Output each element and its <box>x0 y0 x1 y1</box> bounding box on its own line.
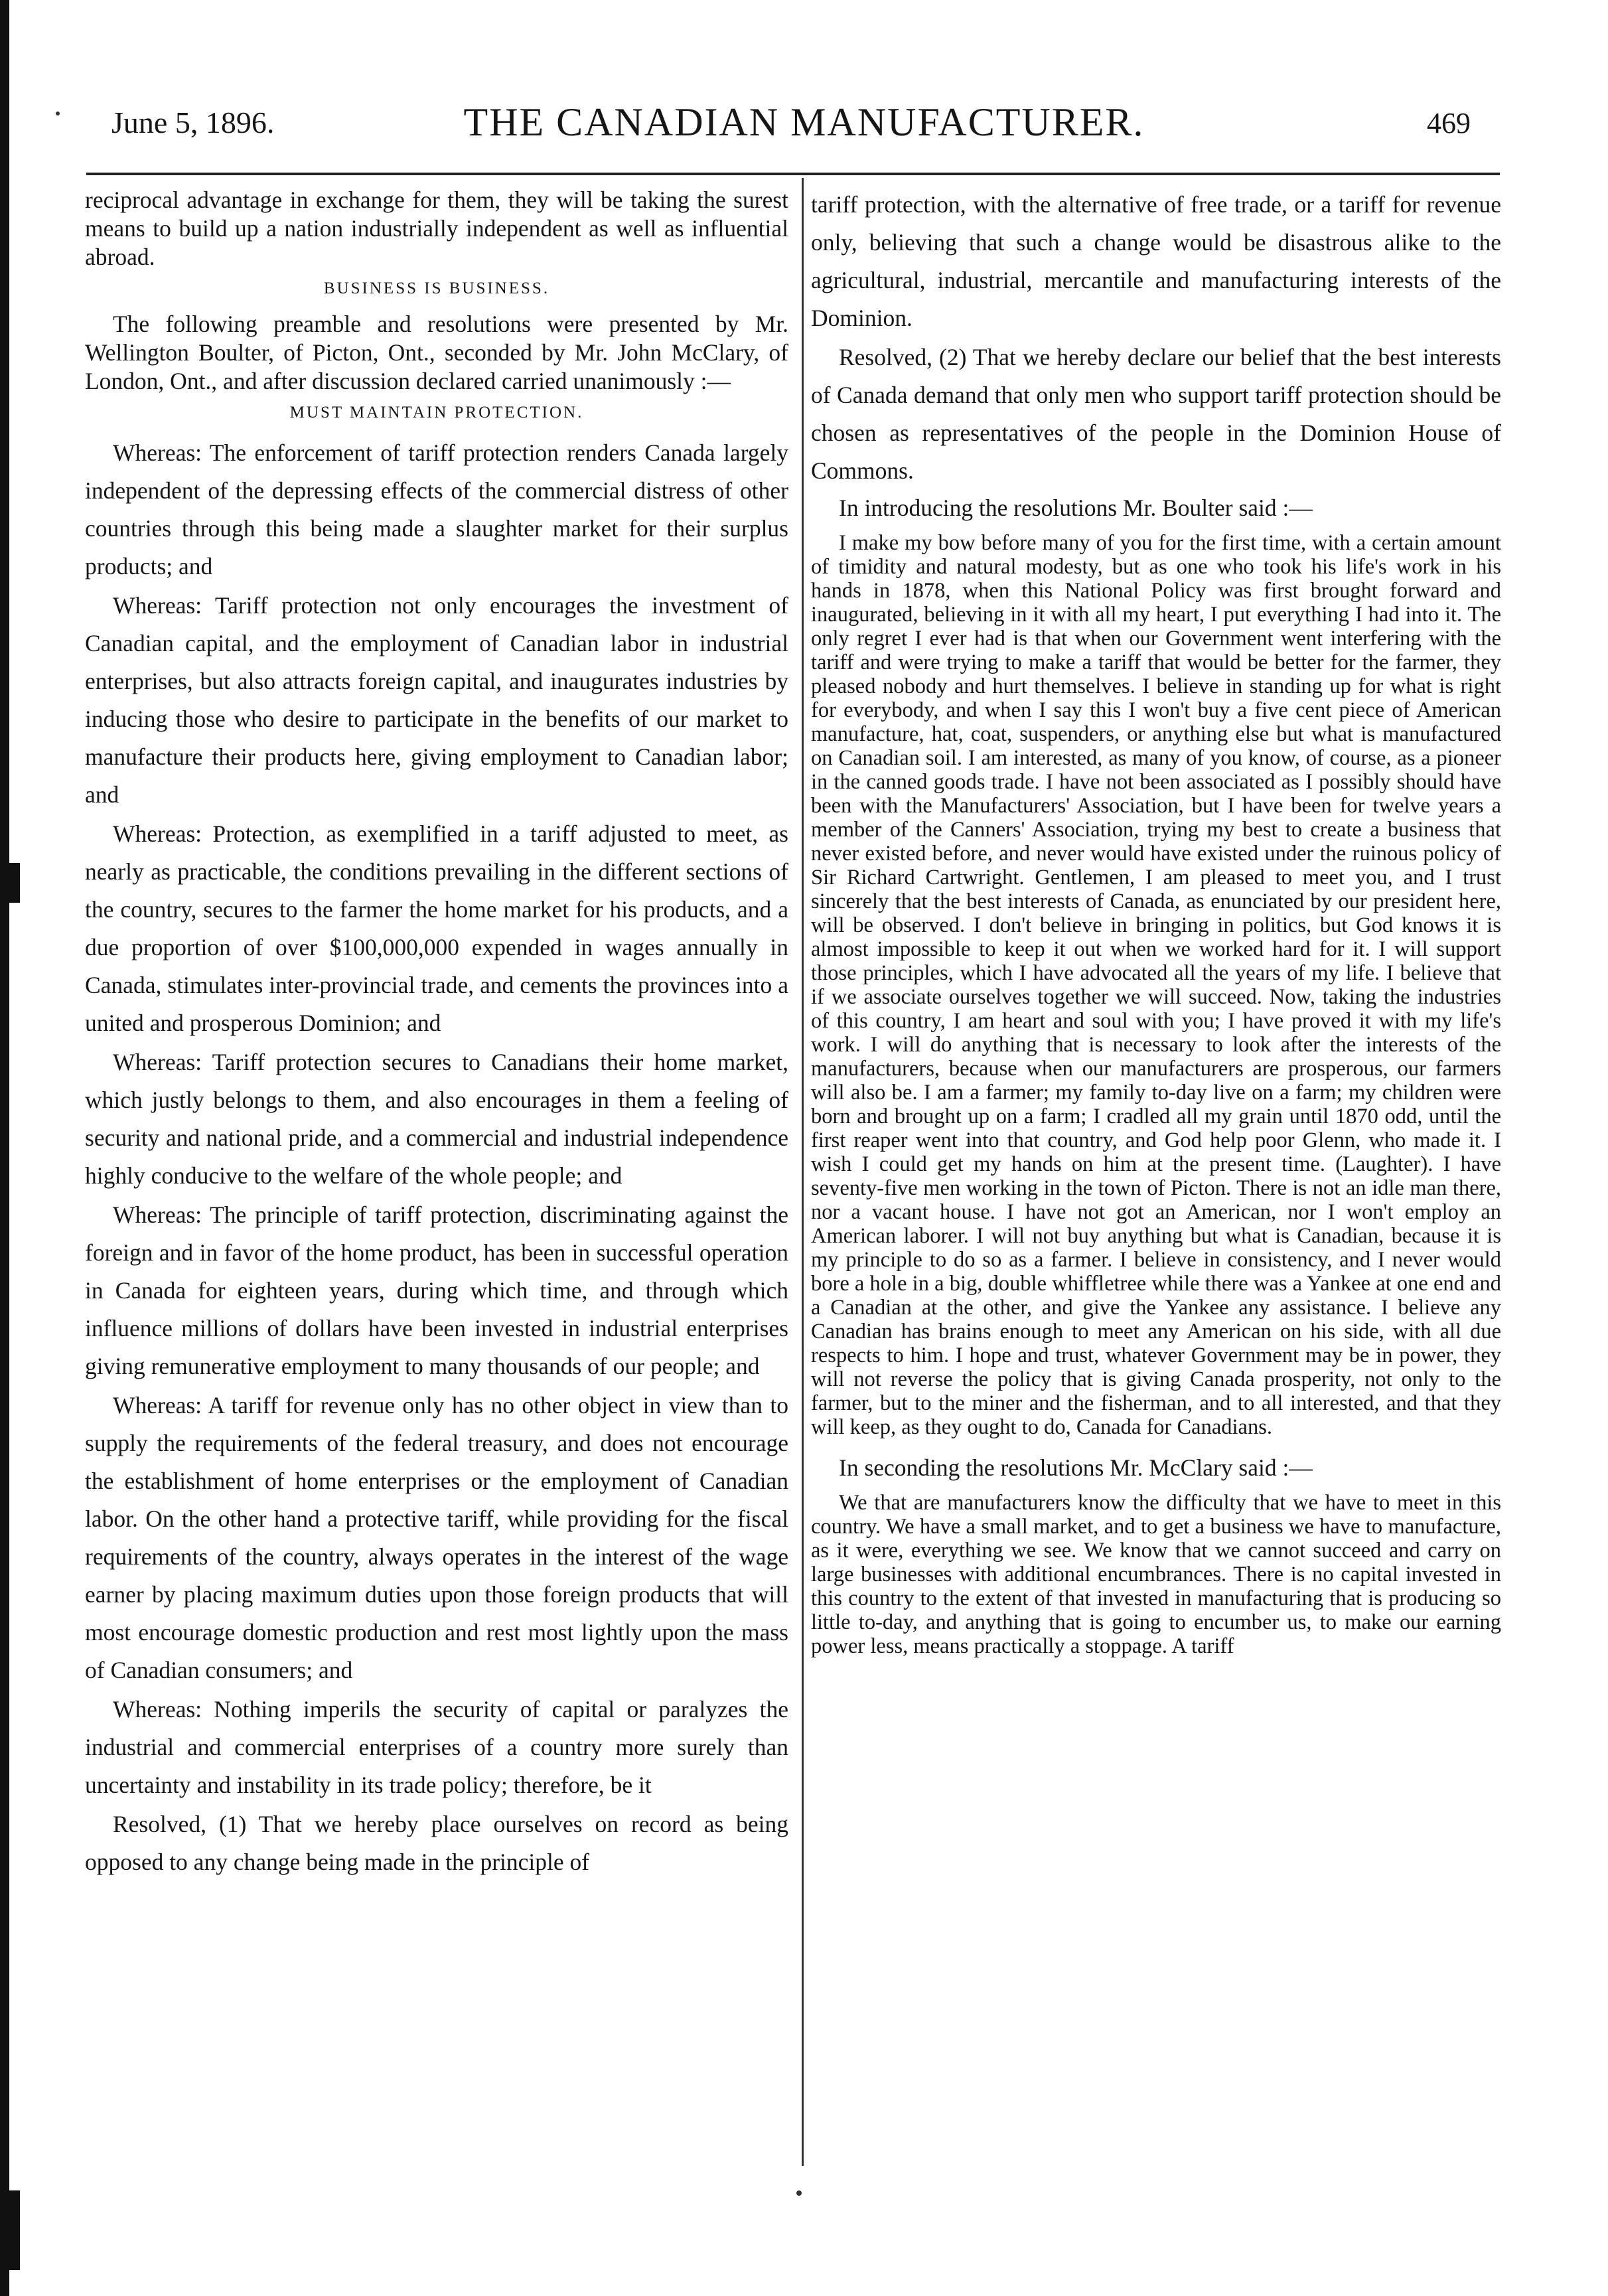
whereas-paragraph: Whereas: Protection, as exemplified in a tariff adjusted to meet, as nearly as practicable, the conditions prevailing in the different sections of the country, secures to the farmer the home market for his products, and a due proportion of over $100,000,000 expended in wages annually in Canada, stimulates inter-provincial trade, and cements the provinces into a united and prosperous Dominion; and <box>85 820 788 1036</box>
whereas-paragraph: Whereas: A tariff for revenue only has no other object in view than to supply the requirements of the federal treasury, and does not encourage the establishment of home enterprises or the employment of Canadian labor. On the other hand a protective tariff, while providing for the fiscal requirements of the country, always operates in the interest of the wage earner by placing maximum duties upon those foreign products that will most encourage domestic production and rest most lightly upon the mass of Canadian consumers; and <box>85 1392 788 1683</box>
speech-intro: In seconding the resolutions Mr. McClary said :— <box>839 1454 1313 1481</box>
whereas-paragraph: Whereas: Nothing imperils the security of capital or paralyzes the industrial and commercial enterprises of a country more surely than uncertainty and instability in its trade policy; therefore, be it <box>85 1696 788 1798</box>
section-heading: BUSINESS IS BUSINESS. <box>323 279 550 297</box>
speech-mcclary: We that are manufacturers know the difficulty that we have to meet in this country. We have a small market, and to get a business we have to manufacture, as it were, everything we see. We know that we cannot succeed and carry on large businesses with additional encumbrances. There is no capital invested in this country to the extent of that invested in manufacturing that is producing so little to-day, and anything that is going to encumber us, to make our earning power less, means practically a stoppage. A tariff <box>811 1491 1501 1658</box>
binding-notch <box>0 863 20 903</box>
whereas-paragraph: Whereas: The enforcement of tariff protection renders Canada largely independent of the depressing effects of the commercial distress of other countries through this being made a slaughter market for their surplus products; and <box>85 439 788 579</box>
binding-notch <box>0 2190 20 2270</box>
continued-paragraph: reciprocal advantage in exchange for them, they will be taking the surest means to build up a nation industrially independent as well as influential abroad. <box>85 187 788 270</box>
whereas-paragraph: Whereas: Tariff protection secures to Canadians their home market, which justly belongs to them, and also encourages in them a feeling of security and national pride, and a commercial and industrial independence highly conducive to the welfare of the whole people; and <box>85 1049 788 1189</box>
header-rule <box>86 173 1500 175</box>
left-column <box>85 186 788 2171</box>
page-binding-edge <box>0 0 9 2296</box>
continued-paragraph: tariff protection, with the alternative of free trade, or a tariff for revenue only, believing that such a change would be disastrous alike to the agricultural, industrial, mercantile and manufacturing interests of the Dominion. <box>811 191 1501 331</box>
footer-speck <box>796 2190 802 2196</box>
resolved-paragraph: Resolved, (2) That we hereby declare our belief that the best interests of Canada demand that only men who support tariff protection should be chosen as representatives of the people in the Dominion House of Commons. <box>811 344 1501 484</box>
issue-date: June 5, 1896. <box>111 106 275 139</box>
speech-boulter: I make my bow before many of you for the first time, with a certain amount of timidity and natural modesty, but as one who took his life's work in his hands in 1878, when this National Policy was first brought forward and inaugurated, believing in it with all my heart, I put everything I had into it. The only regret I ever had is that when our Government went interfering with the tariff and were trying to make a tariff that would be better for the farmer, they pleased nobody and hurt themselves. I believe in standing up for what is right for everybody, and when I say this I won't buy a five cent piece of American manufacture, hat, coat, suspenders, or anything else but what is manufactured on Canadian soil. I am interested, as many of you know, of course, as a pioneer in the canned goods trade. I have not been associated as I possibly should have been with the Manufacturers' Association, but I have been for twelve years a member of the Canners' Association, trying my best to create a business that never existed before, and never would have existed under the ruinous policy of Sir Richard Cartwright. Gentlemen, I am pleased to meet you, and I trust sincerely that the best interests of Canada, as enunciated by our president here, will be observed. I don't believe in bringing in politics, but God knows it is almost impossible to keep it out when we worked hard for it. I will support those principles, which I have advocated all the years of my life. I believe that if we associate ourselves together we will succeed. Now, taking the industries of this country, I am heart and soul with you; I have proved it with my life's work. I will do anything that is necessary to look after the interests of the manufacturers, because when our manufacturers are prosperous, our farmers will also be. I am a farmer; my family to-day live on a farm; my children were born and brought up on a farm; I cradled all my grain until 1870 odd, until the first reaper went into that country, and God help poor Glenn, who made it. I wish I could get my hands on him at the present time. (Laughter). I have seventy-five men working in the town of Picton. There is not an idle man there, nor a vacant house. I have not got an American, nor I won't employ an American laborer. I will not buy anything but what is Canadian, because it is my principle to do so as a farmer. I believe in consistency, and I never would bore a hole in a big, double whiffletree while there was a Yankee at one end and a Canadian at the other, and give the Yankee any assistance. I believe any Canadian has brains enough to meet any American on his side, with all due respects to him. I hope and trust, whatever Government may be in power, they will not reverse the policy that is giving Canada prosperity, not only to the farmer, but to the miner and the fisherman, and to all interested, and that they will keep, as they ought to do, Canada for Canadians. <box>811 531 1501 1439</box>
speech-intro: In introducing the resolutions Mr. Boulter said :— <box>839 495 1313 521</box>
right-column <box>811 186 1501 2171</box>
column-divider <box>802 178 804 2166</box>
whereas-paragraph: Whereas: The principle of tariff protection, discriminating against the foreign and in favor of the home product, has been in successful operation in Canada for eighteen years, during which time, and through which influence millions of dollars have been invested in industrial enterprises giving remunerative employment to many thousands of our people; and <box>85 1201 788 1379</box>
whereas-paragraph: Whereas: Tariff protection not only encourages the investment of Canadian capital, and the employment of Canadian labor in industrial enterprises, but also attracts foreign capital, and inaugurates industries by inducing those who desire to participate in the benefits of our market to manufacture their products here, giving employment to Canadian labor; and <box>85 592 788 808</box>
page-header <box>0 100 1608 159</box>
resolved-paragraph: Resolved, (1) That we hereby place ourselves on record as being opposed to any change being made in the principle of <box>85 1811 788 1875</box>
page-number: 469 <box>1427 107 1471 139</box>
section-heading: MUST MAINTAIN PROTECTION. <box>289 404 584 421</box>
preamble-paragraph: The following preamble and resolutions were presented by Mr. Wellington Boulter, of Picton, Ont., seconded by Mr. John McClary, of London, Ont., and after discussion declared carried unanimously :— <box>85 311 788 394</box>
publication-title: THE CANADIAN MANUFACTURER. <box>463 100 1145 144</box>
